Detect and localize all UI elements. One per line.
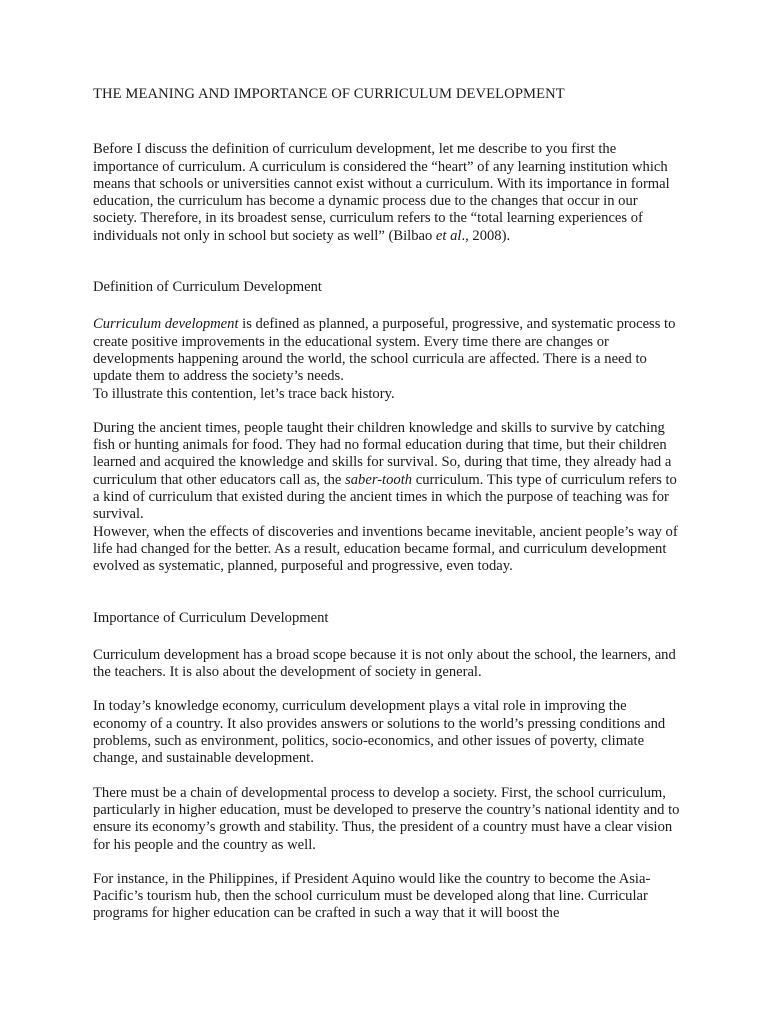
intro-et-al: et al	[435, 227, 462, 244]
definition-term: Curriculum development	[93, 316, 239, 333]
importance-paragraph-1: Curriculum development has a broad scope because it is not only about the school, the learners, and the teachers. It is also about the development of society in general.	[93, 646, 676, 681]
definition-p2-start: During the ancient times, people taught their children knowledge and skills to survive by catching fish or hunting animals for food. They had no formal education during that time, but their children learned and acquired the knowledge and skills for survival. So, during that time, they already had a curriculum that other educators call as, the	[93, 419, 672, 488]
importance-paragraph-2: In today’s knowledge economy, curriculum development plays a vital role in improving the economy of a country. It also provides answers or solutions to the world’s pressing conditions and problems, such as environment, politics, socio-economics, and other issues of poverty, climate change, and sustainable development.	[93, 698, 666, 767]
definition-paragraph-2	[93, 420, 683, 576]
definition-heading: Definition of Curriculum Development	[93, 279, 322, 296]
definition-paragraph-1	[93, 316, 683, 402]
importance-heading: Importance of Curriculum Development	[93, 609, 329, 626]
document-title: THE MEANING AND IMPORTANCE OF CURRICULUM DEVELOPMENT	[93, 86, 565, 102]
definition-p2-end: curriculum. This type of curriculum refers to a kind of curriculum that existed during the ancient times in which the purpose of teaching was for survival.	[93, 471, 677, 523]
importance-paragraph-4: For instance, in the Philippines, if President Aquino would like the country to become the Asia-Pacific’s tourism hub, then the school curriculum must be developed along that line. Curricular programs for higher education can be crafted in such a way that it will boost the	[93, 870, 651, 922]
intro-citation-end: ., 2008).	[461, 227, 511, 244]
definition-p2-line2: However, when the effects of discoveries and inventions became inevitable, ancient people’s way of life had changed for the better. As a result, education became formal, and curriculum development evolved as systematic, planned, purposeful and progressive, even today.	[93, 523, 678, 575]
intro-paragraph	[93, 141, 683, 245]
importance-paragraph-3: There must be a chain of developmental process to develop a society. First, the school curriculum, particularly in higher education, must be developed to preserve the country’s national identity and to ensure its economy’s growth and stability. Thus, the president of a country must have a clear vision for his people and the country as well.	[93, 784, 680, 853]
definition-p1-rest: is defined as planned, a purposeful, progressive, and systematic process to create positive improvements in the educational system. Every time there are changes or developments happening around the world, the school curricula are affected. There is a need to update them to address the society’s needs.	[93, 316, 676, 385]
definition-p2-term: saber-tooth	[345, 471, 413, 488]
intro-text: Before I discuss the definition of curriculum development, let me describe to you first the importance of curriculum. A curriculum is considered the “heart” of any learning institution which means that schools or universities cannot exist without a curriculum. With its importance in formal education, the curriculum has become a dynamic process due to the changes that occur in our society. Therefore, in its broadest sense, curriculum refers to the “total learning experiences of individuals not only in school but society as well” (Bilbao	[93, 141, 670, 244]
document-body	[93, 86, 683, 923]
definition-p1-line2: To illustrate this contention, let’s trace back history.	[93, 385, 395, 402]
